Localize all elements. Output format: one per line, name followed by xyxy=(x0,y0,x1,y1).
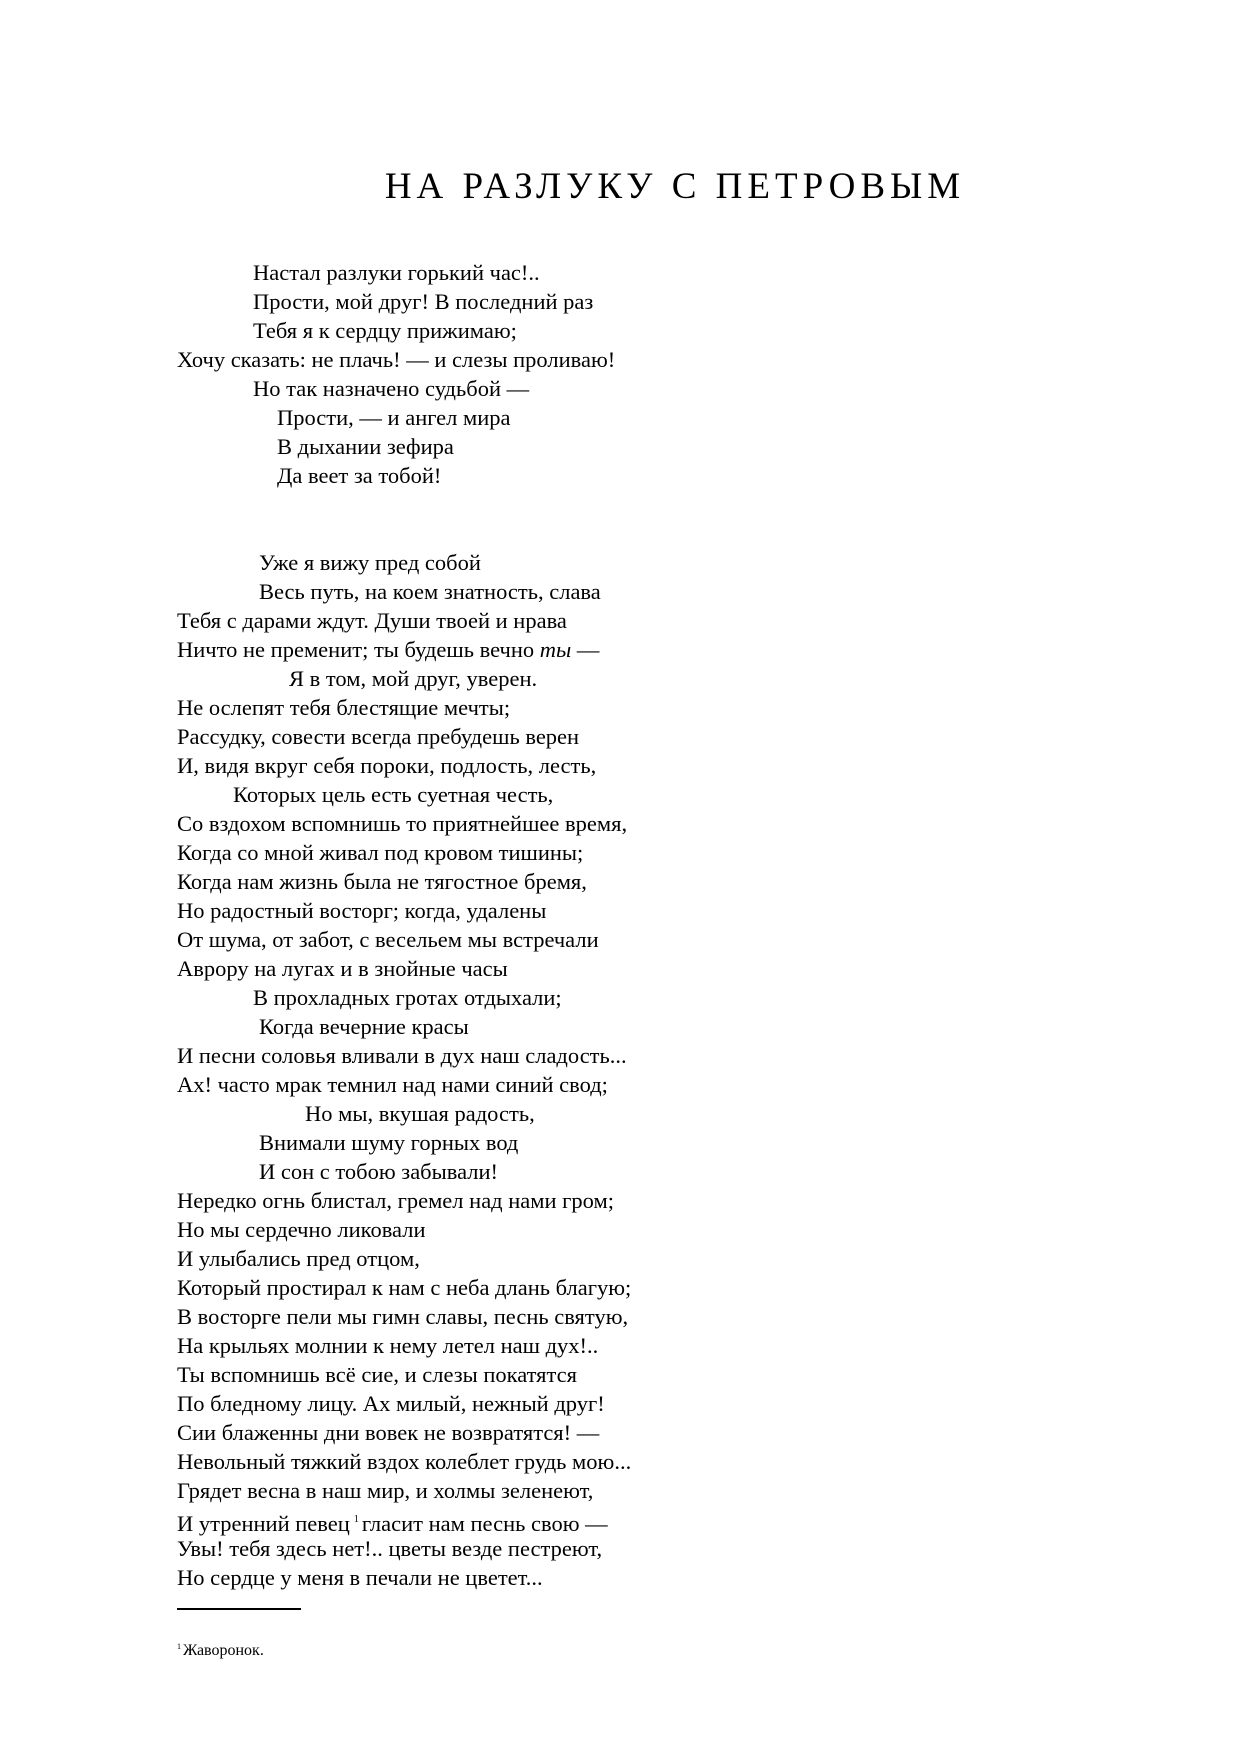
poem-line: Я в том, мой друг, уверен. xyxy=(289,666,538,691)
poem-line: Прости, — и ангел мира xyxy=(277,405,511,430)
poem-line: От шума, от забот, с весельем мы встречали xyxy=(177,927,599,952)
poem-line-text: — xyxy=(571,637,600,662)
poem-line: Когда вечерние красы xyxy=(259,1014,469,1039)
poem-line: Но мы, вкушая радость, xyxy=(305,1101,535,1126)
poem-line: Да веет за тобой! xyxy=(277,463,442,488)
poem-line: И песни соловья вливали в дух наш сладость... xyxy=(177,1043,627,1068)
poem-line: Аврору на лугах и в знойные часы xyxy=(177,956,508,981)
poem-line: Ах! часто мрак темнил над нами синий свод; xyxy=(177,1072,608,1097)
stanza-1 xyxy=(177,258,631,490)
poem-line: По бледному лицу. Ах милый, нежный друг! xyxy=(177,1391,605,1416)
poem-line: Тебя я к сердцу прижимаю; xyxy=(253,318,517,343)
poem-line: Но мы сердечно ликовали xyxy=(177,1217,426,1242)
poem-line: Когда со мной живал под кровом тишины; xyxy=(177,840,584,865)
footnote-divider xyxy=(177,1608,301,1610)
stanza-2 xyxy=(177,548,631,1592)
poem-line: И, видя вкруг себя пороки, подлость, лесть, xyxy=(177,753,597,778)
poem-line: Сии блаженны дни вовек не возвратятся! — xyxy=(177,1420,600,1445)
footnote-mark: 1 xyxy=(177,1642,181,1651)
poem-line: Невольный тяжкий вздох колеблет грудь мою... xyxy=(177,1449,632,1474)
poem-line: Не ослепят тебя блестящие мечты; xyxy=(177,695,511,720)
poem-line: И сон с тобою забывали! xyxy=(259,1159,499,1184)
poem xyxy=(177,258,631,1592)
poem-line: Настал разлуки горький час!.. xyxy=(253,260,540,285)
poem-line: Со вздохом вспомнишь то приятнейшее время, xyxy=(177,811,628,836)
poem-line: Но сердце у меня в печали не цветет... xyxy=(177,1565,543,1590)
poem-line: И улыбались пред отцом, xyxy=(177,1246,420,1271)
poem-line-text: Ничто не пременит; ты будешь вечно xyxy=(177,637,540,662)
footnote-text: Жаворонок. xyxy=(183,1642,264,1659)
poem-line: В восторге пели мы гимн славы, песнь святую, xyxy=(177,1304,629,1329)
poem-line: В прохладных гротах отдыхали; xyxy=(253,985,562,1010)
poem-line: Который простирал к нам с неба длань благую; xyxy=(177,1275,632,1300)
poem-line: В дыхании зефира xyxy=(277,434,454,459)
poem-line: Грядет весна в наш мир, и холмы зеленеют, xyxy=(177,1478,594,1503)
page-title: НА РАЗЛУКУ С ПЕТРОВЫМ xyxy=(384,166,966,207)
poem-line: На крыльях молнии к нему летел наш дух!.. xyxy=(177,1333,599,1358)
poem-line: Весь путь, на коем знатность, слава xyxy=(259,579,601,604)
footnote-reference[interactable]: 1 xyxy=(353,1514,359,1525)
poem-line: Которых цель есть суетная честь, xyxy=(233,782,554,807)
poem-line: Но так назначено судьбой — xyxy=(253,376,530,401)
poem-line: Внимали шуму горных вод xyxy=(259,1130,519,1155)
poem-line: Нередко огнь блистал, гремел над нами гром; xyxy=(177,1188,614,1213)
poem-line-text: И утренний певец xyxy=(177,1511,350,1536)
poem-line: Прости, мой друг! В последний раз xyxy=(253,289,594,314)
poem-line xyxy=(177,1505,631,1534)
footnote xyxy=(177,1637,264,1661)
poem-line: Но радостный восторг; когда, удалены xyxy=(177,898,547,923)
poem-line: Когда нам жизнь была не тягостное бремя, xyxy=(177,869,587,894)
poem-line: Тебя с дарами ждут. Души твоей и нрава xyxy=(177,608,567,633)
poem-line: Ты вспомнишь всё сие, и слезы покатятся xyxy=(177,1362,577,1387)
poem-line: Увы! тебя здесь нет!.. цветы везде пестреют, xyxy=(177,1536,603,1561)
italic-word: ты xyxy=(539,637,572,662)
poem-line: Рассудку, совести всегда пребудешь верен xyxy=(177,724,580,749)
poem-line: Уже я вижу пред собой xyxy=(259,550,481,575)
poem-line: Хочу сказать: не плачь! — и слезы проливаю! xyxy=(177,347,616,372)
poem-line-text: гласит нам песнь свою — xyxy=(361,1511,608,1536)
poem-line xyxy=(177,635,631,664)
